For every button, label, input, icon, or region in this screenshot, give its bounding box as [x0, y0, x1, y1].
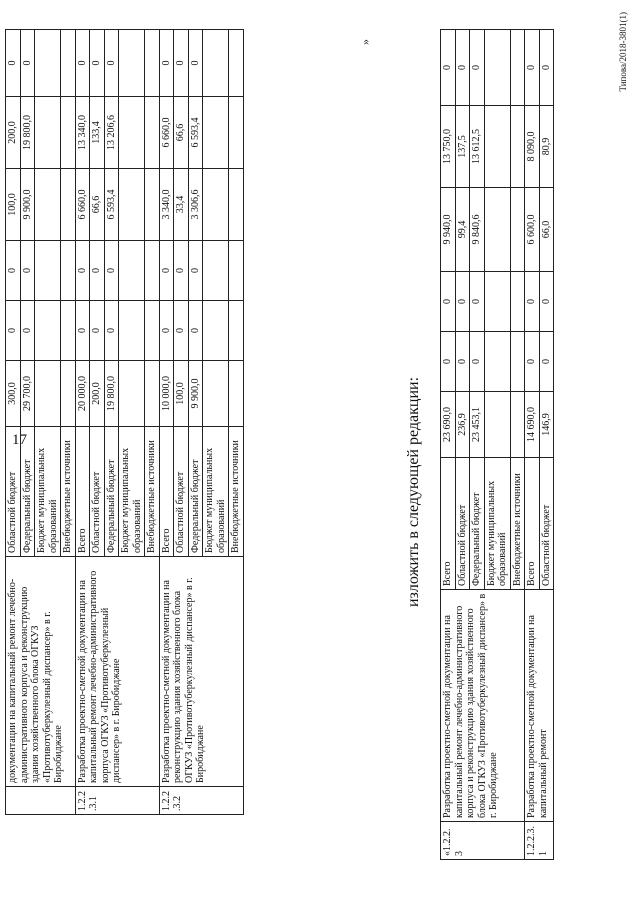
amount-cell: 29 700,0: [20, 361, 35, 427]
amount-cell: [229, 241, 244, 301]
amount-cell: [145, 301, 160, 361]
amount-cell: 0: [90, 241, 105, 301]
amount-cell: 3 306,6: [188, 169, 203, 241]
section-heading: изложить в следующей редакции:: [405, 376, 422, 607]
amount-cell: [484, 106, 510, 188]
item-code: 1.2.2.3.1: [525, 822, 554, 860]
amount-cell: 0: [470, 30, 485, 106]
funding-source: Внебюджетные источники: [61, 427, 76, 557]
funding-source: Бюджет муниципальных образований: [119, 427, 145, 557]
amount-cell: 0: [188, 301, 203, 361]
item-name: Разработка проектно-сметной документации на капитальный ремонт лечебно-административного корпуса и реконструкцию здания хозяйственного блока ОГКУЗ «Противотуберкулезный диспансер» в г. Биробиджане: [441, 590, 525, 822]
amount-cell: 236,9: [455, 392, 470, 458]
amount-cell: 0: [104, 301, 119, 361]
funding-source: Внебюджетные источники: [510, 458, 525, 590]
amount-cell: 0: [525, 272, 540, 332]
amount-cell: 0: [441, 30, 456, 106]
amount-cell: [229, 301, 244, 361]
amount-cell: [119, 361, 145, 427]
amount-cell: [35, 97, 61, 169]
amount-cell: [510, 106, 525, 188]
funding-source: Всего: [441, 458, 456, 590]
amount-cell: [510, 392, 525, 458]
funding-source: Всего: [75, 427, 90, 557]
amount-cell: 0: [174, 241, 189, 301]
amount-cell: 300,0: [6, 361, 21, 427]
amount-cell: [229, 169, 244, 241]
amount-cell: 0: [90, 30, 105, 97]
amount-cell: [35, 241, 61, 301]
item-code: «1.2.2.3: [441, 822, 525, 860]
amount-cell: [203, 30, 229, 97]
amount-cell: [203, 301, 229, 361]
amount-cell: 146,9: [539, 392, 554, 458]
amount-cell: 0: [455, 272, 470, 332]
amount-cell: 0: [174, 301, 189, 361]
amount-cell: [484, 188, 510, 272]
amount-cell: 0: [20, 241, 35, 301]
amount-cell: 14 690,0: [525, 392, 540, 458]
rotated-page: [0, 20, 630, 905]
amount-cell: 6 593,4: [188, 97, 203, 169]
funding-source: Областной бюджет: [539, 458, 554, 590]
amount-cell: 0: [441, 272, 456, 332]
amount-cell: 100,0: [6, 169, 21, 241]
amount-cell: 0: [6, 241, 21, 301]
amount-cell: [35, 169, 61, 241]
amount-cell: 0: [539, 272, 554, 332]
item-name: Разработка проектно-сметной документации на капитальный ремонт лечебно-административного корпуса ОГКУЗ «Противотуберкулезный диспансер» в г. Биробиджане: [75, 557, 159, 787]
amount-cell: 13 206,6: [104, 97, 119, 169]
amount-cell: 0: [159, 241, 174, 301]
amount-cell: [61, 169, 76, 241]
amount-cell: 137,5: [455, 106, 470, 188]
amount-cell: 0: [188, 241, 203, 301]
amount-cell: 0: [470, 332, 485, 392]
amount-cell: [484, 392, 510, 458]
amount-cell: [203, 169, 229, 241]
amount-cell: [484, 272, 510, 332]
funding-source: Бюджет муниципальных образований: [484, 458, 510, 590]
budget-table-old: [5, 29, 244, 815]
amount-cell: [119, 169, 145, 241]
amount-cell: [484, 30, 510, 106]
amount-cell: 133,4: [90, 97, 105, 169]
amount-cell: 9 900,0: [188, 361, 203, 427]
amount-cell: 6 593,4: [104, 169, 119, 241]
amount-cell: [61, 361, 76, 427]
funding-source: Областной бюджет: [455, 458, 470, 590]
amount-cell: 6 600,0: [525, 188, 540, 272]
amount-cell: 0: [104, 241, 119, 301]
amount-cell: 0: [159, 301, 174, 361]
item-name: Разработка проектно-сметной документации на капитальный ремонт: [525, 590, 554, 822]
amount-cell: 8 090,0: [525, 106, 540, 188]
amount-cell: 0: [525, 332, 540, 392]
amount-cell: 0: [20, 301, 35, 361]
closing-quote: »: [358, 39, 372, 45]
amount-cell: [35, 30, 61, 97]
amount-cell: 0: [20, 30, 35, 97]
amount-cell: 100,0: [174, 361, 189, 427]
amount-cell: [119, 241, 145, 301]
amount-cell: 0: [174, 30, 189, 97]
amount-cell: [61, 97, 76, 169]
amount-cell: 20 000,0: [75, 361, 90, 427]
amount-cell: 13 612,5: [470, 106, 485, 188]
table-row: [159, 30, 174, 815]
amount-cell: 0: [6, 30, 21, 97]
amount-cell: [145, 169, 160, 241]
funding-source: Всего: [525, 458, 540, 590]
funding-source: Федеральный бюджет: [20, 427, 35, 557]
amount-cell: 0: [75, 301, 90, 361]
funding-source: Федеральный бюджет: [104, 427, 119, 557]
amount-cell: 33,4: [174, 169, 189, 241]
amount-cell: 23 690,0: [441, 392, 456, 458]
amount-cell: 200,0: [6, 97, 21, 169]
amount-cell: 0: [159, 30, 174, 97]
budget-table-new: [440, 29, 554, 860]
funding-source: Федеральный бюджет: [188, 427, 203, 557]
amount-cell: [145, 361, 160, 427]
amount-cell: 99,4: [455, 188, 470, 272]
amount-cell: 0: [6, 301, 21, 361]
item-code: 1.2.2.3.1: [75, 787, 159, 815]
amount-cell: 9 900,0: [20, 169, 35, 241]
funding-source: Областной бюджет: [174, 427, 189, 557]
amount-cell: 13 750,0: [441, 106, 456, 188]
amount-cell: [229, 30, 244, 97]
amount-cell: [203, 97, 229, 169]
amount-cell: [203, 241, 229, 301]
amount-cell: 0: [470, 272, 485, 332]
item-name: Разработка проектно-сметной документации на реконструкцию здания хозяйственного блока ОГКУЗ «Противотуберкулезный диспансер» в г. Биробиджане: [159, 557, 243, 787]
amount-cell: 9 840,6: [470, 188, 485, 272]
amount-cell: 66,6: [174, 97, 189, 169]
amount-cell: 0: [539, 332, 554, 392]
amount-cell: [61, 30, 76, 97]
amount-cell: [145, 241, 160, 301]
amount-cell: [145, 30, 160, 97]
amount-cell: [119, 97, 145, 169]
item-code: 1.2.2.3.2: [159, 787, 243, 815]
amount-cell: 9 940,0: [441, 188, 456, 272]
amount-cell: 66,6: [90, 169, 105, 241]
amount-cell: [145, 97, 160, 169]
funding-source: Всего: [159, 427, 174, 557]
amount-cell: [510, 188, 525, 272]
amount-cell: [35, 361, 61, 427]
amount-cell: [35, 301, 61, 361]
amount-cell: 3 340,0: [159, 169, 174, 241]
funding-source: Областной бюджет: [90, 427, 105, 557]
item-code: [6, 787, 76, 815]
amount-cell: [203, 361, 229, 427]
amount-cell: [61, 301, 76, 361]
amount-cell: 200,0: [90, 361, 105, 427]
table-row: [525, 30, 540, 860]
amount-cell: 10 000,0: [159, 361, 174, 427]
amount-cell: 6 660,0: [75, 169, 90, 241]
amount-cell: [119, 30, 145, 97]
amount-cell: [61, 241, 76, 301]
amount-cell: [510, 272, 525, 332]
amount-cell: 0: [441, 332, 456, 392]
amount-cell: 0: [455, 332, 470, 392]
amount-cell: 0: [75, 241, 90, 301]
table-row: [441, 30, 456, 860]
amount-cell: 0: [539, 30, 554, 106]
amount-cell: 0: [455, 30, 470, 106]
funding-source: Федеральный бюджет: [470, 458, 485, 590]
amount-cell: 23 453,1: [470, 392, 485, 458]
amount-cell: 0: [104, 30, 119, 97]
amount-cell: 0: [188, 30, 203, 97]
amount-cell: 0: [75, 30, 90, 97]
funding-source: Бюджет муниципальных образований: [203, 427, 229, 557]
funding-source: Бюджет муниципальных образований: [35, 427, 61, 557]
amount-cell: 0: [90, 301, 105, 361]
amount-cell: [510, 332, 525, 392]
amount-cell: 6 660,0: [159, 97, 174, 169]
amount-cell: [484, 332, 510, 392]
funding-source: Областной бюджет: [6, 427, 21, 557]
amount-cell: [229, 97, 244, 169]
funding-source: Внебюджетные источники: [145, 427, 160, 557]
page-number: 17: [12, 432, 27, 448]
amount-cell: [119, 301, 145, 361]
amount-cell: 13 340,0: [75, 97, 90, 169]
amount-cell: 80,9: [539, 106, 554, 188]
table-row: [6, 30, 21, 815]
item-name: документации на капитальный ремонт лечебно-административного корпуса и реконструкцию здания хозяйственного блока ОГКУЗ «Противотуберкулезный диспансер» в г. Биробиджане: [6, 557, 76, 787]
footer-code: Типова/2018-3801(1): [618, 12, 628, 92]
amount-cell: 0: [525, 30, 540, 106]
amount-cell: 19 800,0: [20, 97, 35, 169]
funding-source: Внебюджетные источники: [229, 427, 244, 557]
amount-cell: [229, 361, 244, 427]
amount-cell: 19 800,0: [104, 361, 119, 427]
amount-cell: 66,0: [539, 188, 554, 272]
amount-cell: [510, 30, 525, 106]
table-row: [75, 30, 90, 815]
